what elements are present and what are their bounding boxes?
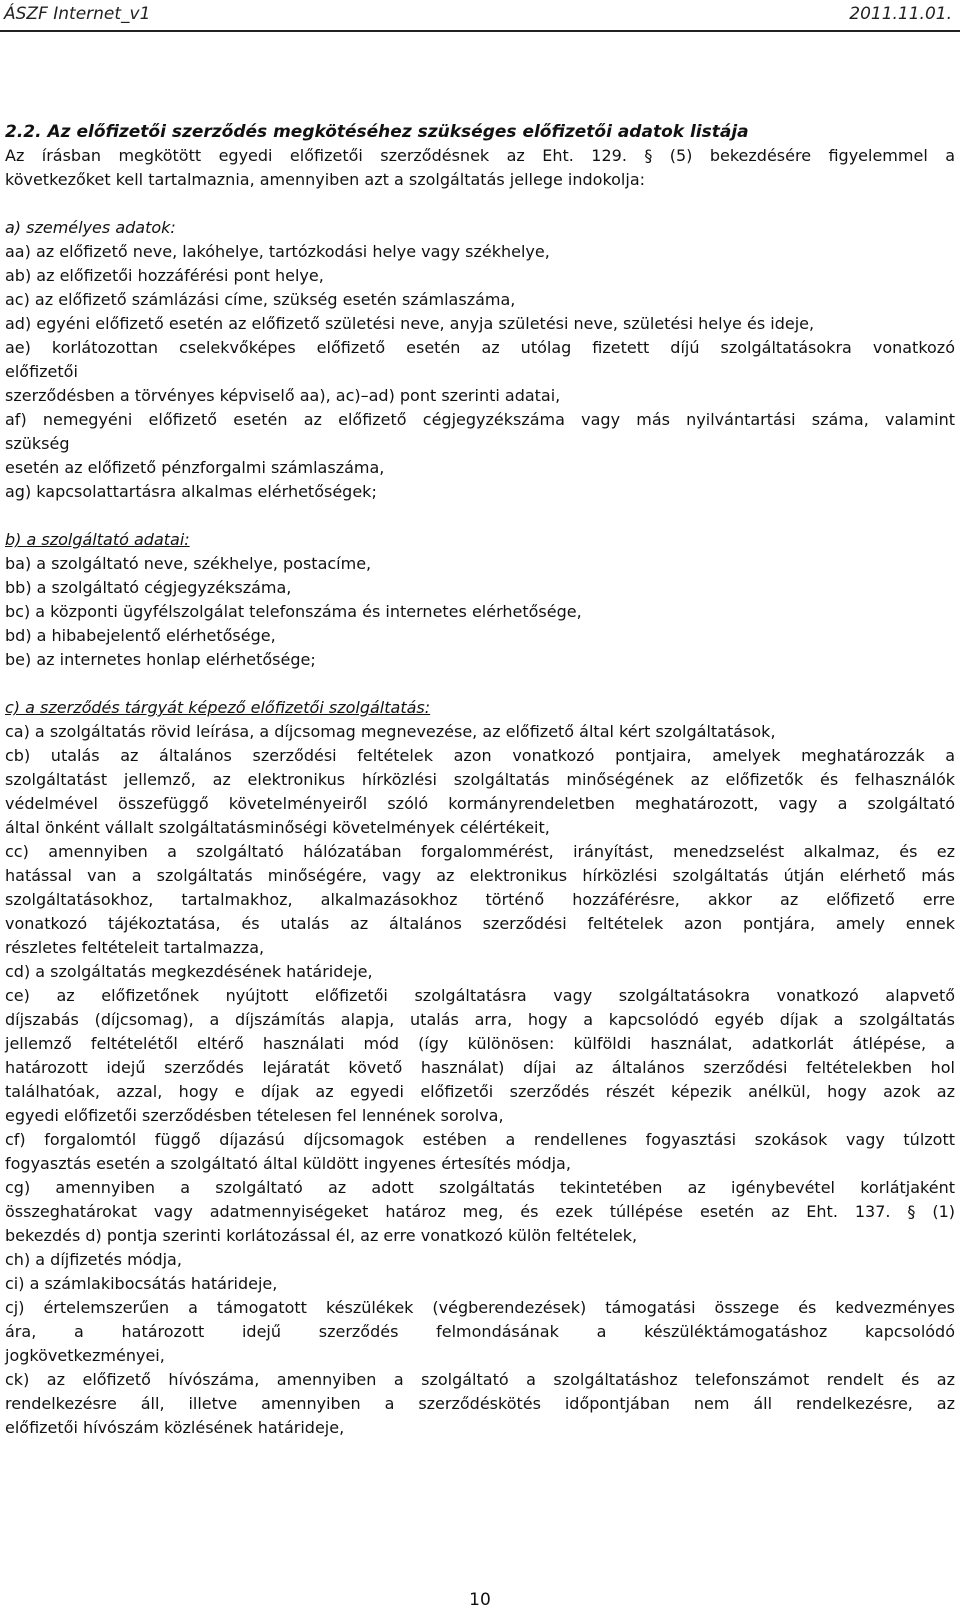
list-line: ck) az előfizető hívószáma, amennyiben a szolgáltató a szolgáltatáshoz telefonszámot rendelt és az xyxy=(5,1370,955,1389)
list-line: jellemző feltételétől eltérő használati mód (így különösen: külföldi használat, adatkorlát átlépése, a xyxy=(5,1034,955,1053)
list-line: összeghatárokat vagy adatmennyiségeket határoz meg, és ezek túllépése esetén az Eht. 137. § (1) xyxy=(5,1202,955,1221)
list-line: egyedi előfizetői szerződésben tételesen fel lennének sorolva, xyxy=(5,1106,504,1125)
intro-line: következőket kell tartalmaznia, amennyiben azt a szolgáltatás jellege indokolja: xyxy=(5,170,646,189)
list-line: ca) a szolgáltatás rövid leírása, a díjcsomag megnevezése, az előfizető által kért szolgáltatások, xyxy=(5,722,776,741)
list-line: díjszabás (díjcsomag), a díjszámítás alapja, utalás arra, hogy a kapcsolódó egyéb díjak a szolgáltatás xyxy=(5,1010,955,1029)
page-header xyxy=(0,4,960,30)
section-heading: 2.2. Az előfizetői szerződés megkötéséhez szükséges előfizetői adatok listája xyxy=(5,122,749,142)
list-line: szolgáltatásokhoz, tartalmakhoz, alkalmazásokhoz történő hozzáférésre, akkor az előfizető erre xyxy=(5,890,955,909)
list-line: találhatóak, azzal, hogy e díjak az egyedi előfizetői szerződés részét képezik anélkül, hogy azok az xyxy=(5,1082,955,1101)
list-line: szerződésben a törvényes képviselő aa), ac)–ad) pont szerinti adatai, xyxy=(5,386,561,405)
list-line: rendelkezésre áll, illetve amennyiben a szerződéskötés időpontjában nem áll rendelkezésre, az xyxy=(5,1394,955,1413)
list-line: előfizetői hívószám közlésének határideje, xyxy=(5,1418,345,1437)
list-line: cd) a szolgáltatás megkezdésének határideje, xyxy=(5,962,373,981)
list-line: ci) a számlakibocsátás határideje, xyxy=(5,1274,278,1293)
document-body xyxy=(5,120,955,1440)
list-line: ae) korlátozottan cselekvőképes előfizető esetén az utólag fizetett díjú szolgáltatásokra vonatkozó xyxy=(5,338,955,357)
list-line: jogkövetkezményei, xyxy=(5,1346,165,1365)
header-rule xyxy=(0,30,960,32)
list-line: védelmével összefüggő követelményeiről szóló kormányrendeletben meghatározott, vagy a szolgáltató xyxy=(5,794,955,813)
list-line: fogyasztás esetén a szolgáltató által küldött ingyenes értesítés módja, xyxy=(5,1154,571,1173)
spacer xyxy=(5,192,955,216)
list-line: ce) az előfizetőnek nyújtott előfizetői szolgáltatásra vagy szolgáltatásokra vonatkozó alapvető xyxy=(5,986,955,1005)
list-line: ba) a szolgáltató neve, székhelye, postacíme, xyxy=(5,554,372,573)
list-line: szükség xyxy=(5,434,70,453)
list-line: af) nemegyéni előfizető esetén az előfizető cégjegyzékszáma vagy más nyilvántartási száma, valamint xyxy=(5,410,955,429)
list-line: bc) a központi ügyfélszolgálat telefonszáma és internetes elérhetősége, xyxy=(5,602,582,621)
list-line: aa) az előfizető neve, lakóhelye, tartózkodási helye vagy székhelye, xyxy=(5,242,550,261)
list-line: bb) a szolgáltató cégjegyzékszáma, xyxy=(5,578,292,597)
list-line: határozott idejű szerződés lejáratát követő használat) díjai az általános szerződési feltételekben hol xyxy=(5,1058,955,1077)
list-line: szolgáltatást jellemző, az elektronikus hírközlési szolgáltatás minőségének az előfizetők és felhasználók xyxy=(5,770,955,789)
list-line: előfizetői xyxy=(5,362,78,381)
list-line: részletes feltételeit tartalmazza, xyxy=(5,938,265,957)
list-line: cc) amennyiben a szolgáltató hálózatában forgalommérést, irányítást, menedzselést alkalmaz, és ez xyxy=(5,842,955,861)
group-c-title: c) a szerződés tárgyát képező előfizetői szolgáltatás: xyxy=(5,698,431,717)
list-line: cj) értelemszerűen a támogatott készülékek (végberendezések) támogatási összege és kedvezményes xyxy=(5,1298,955,1317)
list-line: ad) egyéni előfizető esetén az előfizető születési neve, anyja születési neve, születési helye és ideje, xyxy=(5,314,815,333)
list-line: esetén az előfizető pénzforgalmi számlaszáma, xyxy=(5,458,385,477)
list-line: be) az internetes honlap elérhetősége; xyxy=(5,650,316,669)
spacer xyxy=(5,672,955,696)
document-date: 2011.11.01. xyxy=(849,4,952,24)
list-line: ag) kapcsolattartásra alkalmas elérhetőségek; xyxy=(5,482,377,501)
document-title: ÁSZF Internet_v1 xyxy=(4,4,151,24)
group-a-title: a) személyes adatok: xyxy=(5,218,176,237)
intro-line: Az írásban megkötött egyedi előfizetői szerződésnek az Eht. 129. § (5) bekezdésére figyelemmel a xyxy=(5,146,955,165)
list-line: cf) forgalomtól függő díjazású díjcsomagok estében a rendellenes fogyasztási szokások vagy túlzott xyxy=(5,1130,955,1149)
list-line: bd) a hibabejelentő elérhetősége, xyxy=(5,626,276,645)
list-line: vonatkozó tájékoztatása, és utalás az általános szerződési feltételek azon pontjára, amely ennek xyxy=(5,914,955,933)
list-line: ch) a díjfizetés módja, xyxy=(5,1250,182,1269)
list-line: által önként vállalt szolgáltatásminőségi követelmények célértékeit, xyxy=(5,818,550,837)
spacer xyxy=(5,504,955,528)
list-line: cb) utalás az általános szerződési feltételek azon vonatkozó pontjaira, amelyek meghatározzák a xyxy=(5,746,955,765)
list-line: bekezdés d) pontja szerinti korlátozással él, az erre vonatkozó külön feltételek, xyxy=(5,1226,638,1245)
group-b-title: b) a szolgáltató adatai: xyxy=(5,530,190,549)
list-line: ab) az előfizetői hozzáférési pont helye, xyxy=(5,266,324,285)
page-number: 10 xyxy=(469,1590,491,1610)
list-line: cg) amennyiben a szolgáltató az adott szolgáltatás tekintetében az igénybevétel korlátjaként xyxy=(5,1178,955,1197)
list-line: ac) az előfizető számlázási címe, szükség esetén számlaszáma, xyxy=(5,290,516,309)
list-line: ára, a határozott idejű szerződés felmondásának a készüléktámogatáshoz kapcsolódó xyxy=(5,1322,955,1341)
list-line: hatással van a szolgáltatás minőségére, vagy az elektronikus hírközlési szolgáltatás útján elérhető más xyxy=(5,866,955,885)
